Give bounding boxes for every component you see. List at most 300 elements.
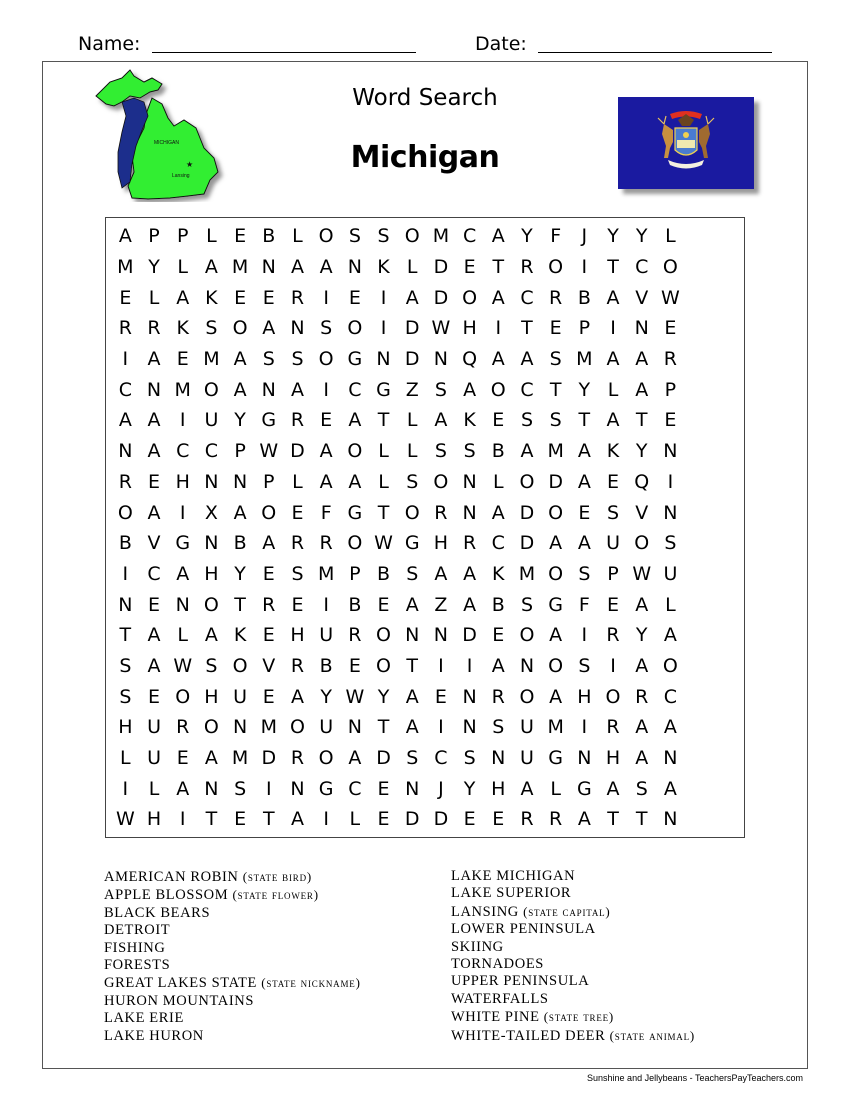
- grid-letter[interactable]: U: [319, 716, 334, 739]
- grid-letter[interactable]: M: [231, 256, 249, 279]
- grid-letter[interactable]: W: [374, 532, 393, 555]
- grid-letter[interactable]: R: [520, 808, 534, 831]
- grid-letter[interactable]: A: [635, 593, 649, 616]
- grid-letter[interactable]: I: [380, 286, 387, 309]
- grid-letter[interactable]: T: [635, 808, 648, 831]
- grid-letter[interactable]: K: [492, 562, 505, 585]
- grid-letter[interactable]: H: [204, 685, 219, 708]
- grid-letter[interactable]: S: [291, 348, 304, 371]
- grid-letter[interactable]: G: [548, 747, 564, 770]
- grid-letter[interactable]: N: [462, 716, 477, 739]
- grid-letter[interactable]: O: [347, 440, 363, 463]
- grid-letter[interactable]: M: [260, 716, 277, 739]
- grid-letter[interactable]: A: [549, 532, 563, 555]
- grid-letter[interactable]: C: [520, 378, 534, 401]
- grid-letter[interactable]: U: [204, 409, 219, 432]
- grid-letter[interactable]: C: [491, 532, 505, 555]
- grid-letter[interactable]: R: [462, 532, 477, 555]
- grid-letter[interactable]: S: [434, 440, 447, 463]
- grid-letter[interactable]: A: [635, 654, 649, 677]
- grid-letter[interactable]: E: [262, 562, 275, 585]
- grid-letter[interactable]: O: [318, 348, 334, 371]
- grid-letter[interactable]: Y: [635, 440, 648, 463]
- grid-letter[interactable]: A: [606, 348, 620, 371]
- grid-letter[interactable]: E: [377, 593, 390, 616]
- grid-letter[interactable]: C: [348, 378, 362, 401]
- grid-letter[interactable]: O: [519, 624, 535, 647]
- grid-letter[interactable]: A: [635, 348, 649, 371]
- grid-letter[interactable]: T: [607, 256, 619, 279]
- grid-letter[interactable]: N: [118, 593, 133, 616]
- grid-letter[interactable]: N: [376, 348, 391, 371]
- grid-letter[interactable]: N: [347, 256, 362, 279]
- grid-letter[interactable]: E: [176, 747, 189, 770]
- grid-letter[interactable]: F: [320, 501, 332, 524]
- grid-letter[interactable]: Y: [578, 378, 591, 401]
- grid-letter[interactable]: O: [490, 378, 506, 401]
- grid-letter[interactable]: K: [233, 624, 247, 647]
- grid-letter[interactable]: R: [176, 716, 190, 739]
- grid-letter[interactable]: E: [348, 286, 361, 309]
- grid-letter[interactable]: A: [635, 716, 649, 739]
- grid-letter[interactable]: L: [148, 286, 160, 309]
- grid-letter[interactable]: C: [348, 777, 362, 800]
- grid-letter[interactable]: A: [204, 256, 218, 279]
- grid-letter[interactable]: O: [548, 501, 564, 524]
- grid-letter[interactable]: R: [635, 685, 649, 708]
- grid-letter[interactable]: K: [463, 409, 476, 432]
- grid-letter[interactable]: L: [492, 470, 504, 493]
- grid-letter[interactable]: N: [204, 777, 219, 800]
- grid-letter[interactable]: K: [205, 286, 218, 309]
- grid-letter[interactable]: A: [176, 286, 190, 309]
- grid-letter[interactable]: I: [179, 501, 186, 524]
- grid-letter[interactable]: E: [262, 286, 275, 309]
- word-search-grid[interactable]: [105, 221, 745, 835]
- grid-letter[interactable]: I: [122, 562, 129, 585]
- grid-letter[interactable]: S: [205, 317, 218, 340]
- grid-letter[interactable]: T: [377, 409, 390, 432]
- grid-letter[interactable]: O: [376, 624, 392, 647]
- grid-letter[interactable]: N: [204, 470, 219, 493]
- grid-letter[interactable]: S: [664, 532, 677, 555]
- grid-letter[interactable]: O: [232, 654, 248, 677]
- grid-letter[interactable]: N: [433, 348, 449, 371]
- grid-letter[interactable]: N: [634, 317, 649, 340]
- grid-letter[interactable]: A: [549, 685, 563, 708]
- grid-letter[interactable]: S: [234, 777, 247, 800]
- grid-letter[interactable]: O: [318, 225, 334, 248]
- grid-letter[interactable]: A: [204, 624, 218, 647]
- grid-letter[interactable]: O: [404, 501, 420, 524]
- grid-letter[interactable]: O: [347, 532, 363, 555]
- grid-letter[interactable]: N: [405, 624, 420, 647]
- grid-letter[interactable]: A: [577, 808, 591, 831]
- grid-letter[interactable]: S: [635, 777, 648, 800]
- grid-letter[interactable]: M: [576, 348, 593, 371]
- grid-letter[interactable]: D: [519, 501, 535, 524]
- grid-letter[interactable]: S: [607, 501, 620, 524]
- grid-letter[interactable]: E: [176, 348, 189, 371]
- grid-letter[interactable]: V: [262, 654, 276, 677]
- grid-letter[interactable]: S: [406, 747, 419, 770]
- grid-letter[interactable]: L: [378, 440, 389, 463]
- grid-letter[interactable]: Y: [521, 225, 533, 248]
- grid-letter[interactable]: A: [434, 409, 448, 432]
- grid-letter[interactable]: E: [291, 593, 304, 616]
- grid-letter[interactable]: C: [118, 378, 132, 401]
- grid-letter[interactable]: A: [606, 286, 620, 309]
- grid-letter[interactable]: U: [147, 747, 161, 770]
- grid-letter[interactable]: G: [347, 348, 363, 371]
- grid-letter[interactable]: O: [175, 685, 191, 708]
- grid-letter[interactable]: O: [318, 747, 334, 770]
- grid-letter[interactable]: H: [605, 747, 621, 770]
- grid-letter[interactable]: L: [378, 470, 389, 493]
- grid-letter[interactable]: I: [179, 808, 186, 831]
- grid-letter[interactable]: M: [317, 562, 335, 585]
- grid-letter[interactable]: W: [345, 685, 365, 708]
- grid-letter[interactable]: D: [548, 470, 563, 493]
- grid-letter[interactable]: U: [147, 716, 161, 739]
- grid-letter[interactable]: I: [122, 348, 129, 371]
- grid-letter[interactable]: A: [491, 501, 505, 524]
- grid-letter[interactable]: P: [263, 470, 275, 493]
- grid-letter[interactable]: A: [147, 409, 161, 432]
- grid-letter[interactable]: E: [492, 624, 505, 647]
- grid-letter[interactable]: N: [261, 378, 276, 401]
- grid-letter[interactable]: D: [290, 440, 305, 463]
- grid-letter[interactable]: H: [433, 532, 449, 555]
- grid-letter[interactable]: N: [663, 747, 678, 770]
- grid-letter[interactable]: L: [406, 409, 418, 432]
- grid-letter[interactable]: P: [607, 562, 619, 585]
- grid-letter[interactable]: N: [175, 593, 190, 616]
- grid-letter[interactable]: Y: [148, 256, 160, 279]
- grid-letter[interactable]: G: [261, 409, 277, 432]
- grid-letter[interactable]: A: [520, 348, 534, 371]
- grid-letter[interactable]: A: [147, 440, 161, 463]
- grid-letter[interactable]: S: [406, 470, 419, 493]
- grid-letter[interactable]: N: [232, 716, 248, 739]
- grid-letter[interactable]: O: [203, 716, 219, 739]
- grid-letter[interactable]: M: [518, 562, 536, 585]
- grid-letter[interactable]: E: [463, 808, 476, 831]
- grid-letter[interactable]: S: [262, 348, 275, 371]
- grid-letter[interactable]: O: [232, 317, 248, 340]
- grid-letter[interactable]: A: [635, 378, 649, 401]
- grid-letter[interactable]: Z: [405, 378, 419, 401]
- grid-letter[interactable]: E: [148, 593, 161, 616]
- grid-letter[interactable]: Z: [434, 593, 448, 616]
- grid-letter[interactable]: B: [262, 225, 276, 248]
- grid-letter[interactable]: A: [290, 685, 304, 708]
- grid-letter[interactable]: N: [491, 747, 506, 770]
- grid-letter[interactable]: A: [147, 348, 161, 371]
- grid-letter[interactable]: W: [632, 562, 652, 585]
- grid-letter[interactable]: T: [377, 716, 390, 739]
- grid-letter[interactable]: A: [348, 470, 362, 493]
- grid-letter[interactable]: A: [118, 225, 132, 248]
- grid-letter[interactable]: S: [406, 562, 419, 585]
- grid-letter[interactable]: A: [348, 409, 362, 432]
- grid-letter[interactable]: W: [431, 317, 451, 340]
- grid-letter[interactable]: A: [577, 440, 591, 463]
- grid-letter[interactable]: R: [606, 624, 620, 647]
- grid-letter[interactable]: R: [147, 317, 161, 340]
- grid-letter[interactable]: O: [548, 562, 564, 585]
- grid-letter[interactable]: E: [492, 808, 505, 831]
- grid-letter[interactable]: A: [405, 716, 419, 739]
- grid-letter[interactable]: I: [610, 654, 616, 677]
- grid-letter[interactable]: I: [610, 317, 616, 340]
- grid-letter[interactable]: F: [578, 593, 590, 616]
- grid-letter[interactable]: L: [349, 808, 361, 831]
- grid-letter[interactable]: I: [323, 808, 329, 831]
- grid-letter[interactable]: A: [319, 440, 333, 463]
- grid-letter[interactable]: N: [405, 777, 420, 800]
- grid-letter[interactable]: M: [432, 225, 450, 248]
- grid-letter[interactable]: H: [491, 777, 506, 800]
- grid-letter[interactable]: N: [290, 317, 305, 340]
- grid-letter[interactable]: N: [146, 378, 162, 401]
- grid-letter[interactable]: S: [578, 654, 591, 677]
- grid-letter[interactable]: B: [348, 593, 362, 616]
- date-field[interactable]: [538, 52, 772, 53]
- grid-letter[interactable]: A: [491, 348, 505, 371]
- grid-letter[interactable]: D: [261, 747, 277, 770]
- grid-letter[interactable]: A: [577, 532, 591, 555]
- grid-letter[interactable]: L: [292, 470, 303, 493]
- grid-letter[interactable]: N: [433, 624, 449, 647]
- grid-letter[interactable]: G: [548, 593, 564, 616]
- grid-letter[interactable]: O: [548, 256, 564, 279]
- grid-letter[interactable]: E: [664, 317, 677, 340]
- grid-letter[interactable]: O: [519, 470, 535, 493]
- grid-letter[interactable]: B: [233, 532, 247, 555]
- grid-letter[interactable]: A: [520, 777, 534, 800]
- grid-letter[interactable]: H: [577, 685, 592, 708]
- grid-letter[interactable]: T: [492, 256, 505, 279]
- grid-letter[interactable]: W: [259, 440, 279, 463]
- grid-letter[interactable]: I: [438, 716, 444, 739]
- grid-letter[interactable]: N: [663, 440, 678, 463]
- grid-letter[interactable]: N: [577, 747, 592, 770]
- grid-letter[interactable]: D: [404, 348, 420, 371]
- grid-letter[interactable]: E: [348, 654, 361, 677]
- grid-letter[interactable]: H: [175, 470, 190, 493]
- grid-letter[interactable]: V: [635, 501, 649, 524]
- grid-letter[interactable]: S: [291, 562, 304, 585]
- grid-letter[interactable]: O: [662, 256, 678, 279]
- grid-letter[interactable]: A: [606, 409, 620, 432]
- grid-letter[interactable]: C: [176, 440, 190, 463]
- grid-letter[interactable]: S: [520, 409, 533, 432]
- grid-letter[interactable]: T: [119, 624, 132, 647]
- grid-letter[interactable]: A: [290, 808, 304, 831]
- grid-letter[interactable]: O: [376, 654, 392, 677]
- grid-letter[interactable]: M: [117, 256, 134, 279]
- grid-letter[interactable]: A: [606, 777, 620, 800]
- grid-letter[interactable]: X: [204, 501, 218, 524]
- grid-letter[interactable]: N: [232, 470, 248, 493]
- grid-letter[interactable]: G: [576, 777, 592, 800]
- grid-letter[interactable]: E: [549, 317, 562, 340]
- grid-letter[interactable]: D: [462, 624, 477, 647]
- grid-letter[interactable]: W: [661, 286, 680, 309]
- grid-letter[interactable]: D: [404, 317, 420, 340]
- grid-letter[interactable]: T: [635, 409, 648, 432]
- grid-letter[interactable]: G: [376, 378, 391, 401]
- grid-letter[interactable]: A: [463, 562, 477, 585]
- grid-letter[interactable]: Y: [377, 685, 390, 708]
- grid-letter[interactable]: H: [204, 562, 219, 585]
- grid-letter[interactable]: O: [548, 654, 564, 677]
- grid-letter[interactable]: C: [462, 225, 477, 248]
- grid-letter[interactable]: A: [405, 593, 419, 616]
- grid-letter[interactable]: N: [261, 256, 276, 279]
- name-field[interactable]: [152, 52, 416, 53]
- grid-letter[interactable]: I: [581, 716, 588, 739]
- grid-letter[interactable]: E: [434, 685, 447, 708]
- grid-letter[interactable]: L: [292, 225, 303, 248]
- grid-letter[interactable]: E: [234, 286, 247, 309]
- grid-letter[interactable]: W: [173, 654, 193, 677]
- grid-letter[interactable]: S: [549, 409, 562, 432]
- grid-letter[interactable]: A: [663, 716, 677, 739]
- grid-letter[interactable]: I: [581, 624, 588, 647]
- grid-letter[interactable]: L: [665, 225, 676, 248]
- grid-letter[interactable]: A: [147, 501, 161, 524]
- grid-letter[interactable]: M: [547, 440, 564, 463]
- grid-letter[interactable]: O: [347, 317, 363, 340]
- grid-letter[interactable]: L: [177, 624, 189, 647]
- grid-letter[interactable]: A: [118, 409, 132, 432]
- grid-letter[interactable]: U: [520, 747, 534, 770]
- grid-letter[interactable]: I: [179, 409, 186, 432]
- grid-letter[interactable]: N: [462, 501, 477, 524]
- grid-letter[interactable]: N: [204, 532, 219, 555]
- grid-letter[interactable]: I: [581, 256, 588, 279]
- grid-letter[interactable]: D: [433, 808, 449, 831]
- grid-letter[interactable]: A: [319, 470, 333, 493]
- grid-letter[interactable]: Y: [320, 685, 332, 708]
- grid-letter[interactable]: R: [290, 532, 305, 555]
- grid-letter[interactable]: T: [549, 378, 562, 401]
- grid-letter[interactable]: B: [118, 532, 132, 555]
- grid-letter[interactable]: A: [549, 624, 563, 647]
- grid-letter[interactable]: I: [323, 593, 329, 616]
- grid-letter[interactable]: U: [606, 532, 620, 555]
- grid-letter[interactable]: D: [376, 747, 391, 770]
- grid-letter[interactable]: E: [291, 501, 304, 524]
- grid-letter[interactable]: S: [377, 225, 390, 248]
- grid-letter[interactable]: E: [234, 808, 247, 831]
- grid-letter[interactable]: A: [233, 378, 247, 401]
- grid-letter[interactable]: K: [377, 256, 390, 279]
- grid-letter[interactable]: H: [462, 317, 477, 340]
- grid-letter[interactable]: P: [664, 378, 677, 401]
- grid-letter[interactable]: E: [664, 409, 677, 432]
- grid-letter[interactable]: A: [348, 747, 362, 770]
- grid-letter[interactable]: S: [463, 440, 476, 463]
- grid-letter[interactable]: T: [205, 808, 218, 831]
- grid-letter[interactable]: L: [665, 593, 676, 616]
- grid-letter[interactable]: L: [177, 256, 189, 279]
- grid-letter[interactable]: K: [176, 317, 189, 340]
- grid-letter[interactable]: A: [176, 562, 190, 585]
- grid-letter[interactable]: N: [462, 685, 477, 708]
- grid-letter[interactable]: N: [290, 777, 305, 800]
- grid-letter[interactable]: N: [663, 808, 678, 831]
- grid-letter[interactable]: I: [466, 654, 473, 677]
- grid-letter[interactable]: R: [348, 624, 362, 647]
- grid-letter[interactable]: G: [318, 777, 334, 800]
- grid-letter[interactable]: A: [491, 654, 505, 677]
- grid-letter[interactable]: N: [118, 440, 133, 463]
- grid-letter[interactable]: Y: [635, 624, 648, 647]
- grid-letter[interactable]: D: [519, 532, 535, 555]
- grid-letter[interactable]: T: [607, 808, 619, 831]
- grid-letter[interactable]: R: [290, 747, 305, 770]
- grid-letter[interactable]: R: [118, 470, 132, 493]
- grid-letter[interactable]: A: [520, 440, 534, 463]
- grid-letter[interactable]: O: [117, 501, 133, 524]
- grid-letter[interactable]: S: [119, 685, 132, 708]
- grid-letter[interactable]: Q: [634, 470, 650, 493]
- grid-letter[interactable]: E: [377, 777, 390, 800]
- grid-letter[interactable]: E: [463, 256, 476, 279]
- grid-letter[interactable]: E: [320, 409, 333, 432]
- grid-letter[interactable]: I: [380, 317, 387, 340]
- grid-letter[interactable]: A: [663, 624, 677, 647]
- grid-letter[interactable]: A: [290, 378, 304, 401]
- grid-letter[interactable]: J: [581, 225, 588, 248]
- grid-letter[interactable]: L: [607, 378, 619, 401]
- grid-letter[interactable]: Q: [462, 348, 478, 371]
- grid-letter[interactable]: A: [147, 624, 161, 647]
- grid-letter[interactable]: A: [405, 286, 419, 309]
- grid-letter[interactable]: S: [492, 716, 505, 739]
- grid-letter[interactable]: G: [175, 532, 191, 555]
- grid-letter[interactable]: P: [578, 317, 591, 340]
- grid-letter[interactable]: L: [148, 777, 160, 800]
- grid-letter[interactable]: H: [118, 716, 133, 739]
- grid-letter[interactable]: H: [146, 808, 162, 831]
- grid-letter[interactable]: A: [463, 378, 477, 401]
- grid-letter[interactable]: T: [377, 501, 390, 524]
- grid-letter[interactable]: N: [462, 470, 477, 493]
- grid-letter[interactable]: V: [635, 286, 649, 309]
- grid-letter[interactable]: O: [462, 286, 478, 309]
- grid-letter[interactable]: L: [120, 747, 131, 770]
- grid-letter[interactable]: A: [405, 685, 419, 708]
- grid-letter[interactable]: T: [578, 409, 591, 432]
- grid-letter[interactable]: E: [607, 470, 620, 493]
- grid-letter[interactable]: R: [606, 716, 620, 739]
- grid-letter[interactable]: I: [265, 777, 272, 800]
- grid-letter[interactable]: F: [550, 225, 562, 248]
- grid-letter[interactable]: B: [377, 562, 391, 585]
- grid-letter[interactable]: R: [434, 501, 448, 524]
- grid-letter[interactable]: S: [119, 654, 132, 677]
- grid-letter[interactable]: M: [174, 378, 191, 401]
- grid-letter[interactable]: U: [520, 716, 534, 739]
- grid-letter[interactable]: D: [404, 808, 420, 831]
- grid-letter[interactable]: B: [577, 286, 591, 309]
- grid-letter[interactable]: I: [323, 286, 329, 309]
- grid-letter[interactable]: A: [577, 470, 591, 493]
